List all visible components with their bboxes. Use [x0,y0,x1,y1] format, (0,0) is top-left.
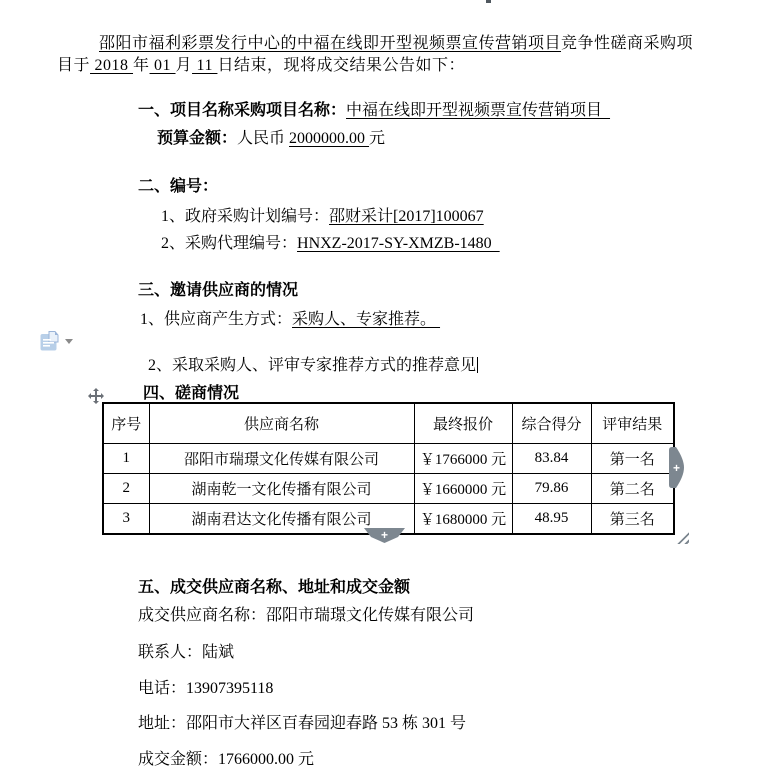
text-segment: 元 [369,130,386,147]
text-segment: 竞争性磋商采购项目于 [57,35,694,74]
column-header: 序号 [103,403,149,444]
table-cell: 第三名 [591,504,674,535]
text-segment: 年 [133,56,150,74]
table-cell: ￥1660000 元 [414,474,512,504]
budget-line [157,129,385,148]
phone-line [138,679,273,698]
text-cursor-icon [477,357,478,373]
table-cell: 第一名 [591,444,674,474]
text-segment: 2018 [90,56,134,74]
text-segment: 中福在线即开型视频票宣传营销项目 [346,102,611,119]
negotiation-table [102,402,675,535]
section5-heading [138,578,410,597]
table-cell: 79.86 [512,474,591,504]
column-header: 供应商名称 [149,403,414,444]
table-header-row [103,403,674,444]
section1-heading [138,101,610,120]
table-cell: 1 [103,444,149,474]
column-header: 评审结果 [591,403,674,444]
plus-icon: + [672,460,680,475]
table-cell: 2 [103,474,149,504]
section4-heading [143,384,239,403]
winner-name-line [138,606,474,625]
contact-line [138,643,234,662]
table-cell: 48.95 [512,504,591,535]
text-segment: 01 [149,56,176,74]
table-cell: 湖南君达文化传播有限公司 [149,504,414,535]
text-segment: 采购人、专家推荐。 [292,311,441,328]
text-segment: 地址：邵阳市大祥区百春园迎春路 53 栋 301 号 [138,715,467,732]
table-cell: 湖南乾一文化传播有限公司 [149,474,414,504]
supplier-method-line [140,310,440,329]
table-cell: ￥1680000 元 [414,504,512,535]
table-cell: ￥1766000 元 [414,444,512,474]
table-cell: 邵阳市瑞璟文化传媒有限公司 [149,444,414,474]
paste-options-button[interactable] [40,331,73,351]
text-segment: 日结束，现将成交结果公告如下： [217,56,465,74]
address-line [138,714,466,733]
table-cell: 83.84 [512,444,591,474]
table-move-icon [88,388,104,404]
insert-column-shape [669,447,684,488]
section3-heading [138,281,298,300]
plus-icon: + [380,528,388,542]
text-segment: 2、采购代理编号： [161,235,298,252]
text-segment: 四、磋商情况 [143,385,240,402]
text-segment: 预算金额： [157,130,238,147]
section2-heading [138,177,218,196]
table-row [103,444,674,474]
table-cell: 第二名 [591,474,674,504]
procurement-plan-number-line [161,207,484,226]
table-row [103,403,674,444]
agency-number-line [161,234,500,253]
text-segment: 11 [192,56,218,74]
column-header: 最终报价 [414,403,512,444]
text-segment: 人民币 [237,130,290,147]
text-segment: 月 [175,56,193,74]
amount-line [138,750,314,769]
insert-row-button[interactable] [364,528,405,543]
text-segment: 五、成交供应商名称、地址和成交金额 [138,579,411,596]
text-segment: 联系人：陆斌 [138,644,235,661]
text-segment: 2000000.00 [289,130,370,147]
table-cell: 3 [103,504,149,535]
text-segment: 邵阳市福利彩票发行中心的中福在线即开型视频票宣传营销项目 [99,35,562,52]
intro-paragraph [57,33,701,76]
text-segment: HNXZ-2017-SY-XMZB-1480 [297,235,500,252]
table-body [103,444,674,535]
table-resize-handle-icon[interactable] [676,531,689,544]
chevron-down-icon [65,339,73,344]
recommendation-text [148,357,476,374]
recommendation-line [140,337,478,375]
text-segment: 二、编号： [138,178,219,195]
insert-column-button[interactable] [669,447,684,488]
paste-options-icon [40,331,59,351]
text-segment: 成交供应商名称：邵阳市瑞璟文化传媒有限公司 [138,607,475,624]
insert-row-shape [364,528,405,543]
text-segment: 2、采取采购人、评审专家推荐方式的推荐意见 [148,357,477,374]
text-segment: 1、供应商产生方式： [140,311,293,328]
column-header: 综合得分 [512,403,591,444]
table-row [103,474,674,504]
table-move-handle[interactable] [88,388,104,404]
text-segment: 1、政府采购计划编号： [161,208,330,225]
text-segment: 邵财采计[2017]100067 [329,208,484,225]
text-segment: 一、项目名称采购项目名称： [138,102,347,119]
page-artifact-dot [486,0,491,3]
text-segment: 成交金额：1766000.00 元 [138,751,315,768]
text-segment: 三、邀请供应商的情况 [138,282,299,299]
text-segment: 电话：13907395118 [138,680,274,697]
